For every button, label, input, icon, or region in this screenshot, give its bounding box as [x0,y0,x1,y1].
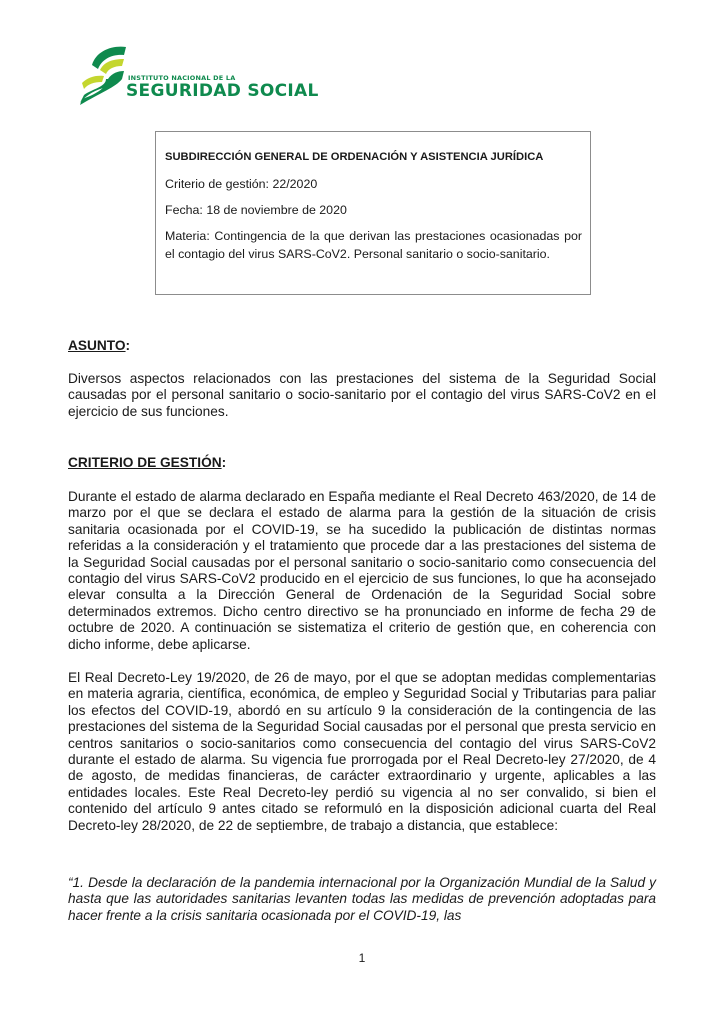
page-number: 1 [358,951,366,965]
institution-logo [78,43,319,105]
document-info-box [155,131,591,295]
subdireccion-title: SUBDIRECCIÓN GENERAL DE ORDENACIÓN Y ASISTENCIA JURÍDICA [165,151,544,163]
asunto-heading [68,338,130,353]
criterio-paragraph-2: El Real Decreto-Ley 19/2020, de 26 de mayo, por el que se adoptan medidas complementarias en materia agraria, científica, económica, de empleo y Seguridad Social y Tributarias para paliar los efectos del COVID-19, abordó en su artículo 9 la consideración de la contingencia de las prestaciones del sistema de la Seguridad Social causadas por el personal que presta servicio en centros sanitarios o socio-sanitarios como consecuencia del contagio del virus SARS-CoV2 durante el estado de alarma. Su vigencia fue prorrogada por el Real Decreto-ley 27/2020, de 4 de agosto, de medidas financieras, de carácter extraordinario y urgente, aplicables a las entidades locales. Este Real Decreto-ley perdió su vigencia al no ser convalido, si bien el contenido del artículo 9 antes citado se reformuló en la disposición adicional cuarta del Real Decreto-ley 28/2020, de 22 de septiembre, de trabajo a distancia, que establece: [68,670,656,833]
criterio-number: Criterio de gestión: 22/2020 [165,177,318,191]
criterio-paragraph-1: Durante el estado de alarma declarado en España mediante el Real Decreto 463/2020, de 14 de marzo por el que se declara el estado de alarma para la gestión de la situación de crisis sanitaria ocasionada por el COVID-19, se ha sucedido la publicación de distintas normas referidas a la consideración y el tratamiento que procede dar a las prestaciones del sistema de la Seguridad Social causadas por el personal sanitario o socio-sanitario como consecuencia del contagio del virus SARS-CoV2 producido en el ejercicio de sus funciones, lo que ha aconsejado elevar consulta a la Dirección General de Ordenación de la Seguridad Social sobre determinados extremos. Dicho centro directivo se ha pronunciado en informe de fecha 29 de octubre de 2020. A continuación se sistematiza el criterio de gestión que, en coherencia con dicho informe, debe aplicarse. [68,489,656,652]
asunto-paragraph: Diversos aspectos relacionados con las prestaciones del sistema de la Seguridad Social causadas por el personal sanitario o socio-sanitario por el contagio del virus SARS-CoV2 en el ejercicio de sus funciones. [68,371,656,419]
logo-institute-label: INSTITUTO NACIONAL DE LA [128,74,236,82]
criterio-heading-text: CRITERIO DE GESTIÓN [68,455,222,470]
asunto-heading-colon: : [125,338,131,353]
asunto-heading-text: ASUNTO [68,338,126,353]
document-date: Fecha: 18 de noviembre de 2020 [165,203,347,217]
criterio-heading-colon: : [221,455,227,470]
legal-quote: “1. Desde la declaración de la pandemia internacional por la Organización Mundial de la Salud y hasta que las autoridades sanitarias levanten todas las medidas de prevención adoptadas para hacer frente a la crisis sanitaria ocasionada por el COVID-19, las [68,875,656,923]
logo-seguridad-social-label: SEGURIDAD SOCIAL [126,81,319,101]
document-subject: Materia: Contingencia de la que derivan las prestaciones ocasionadas por el contagio del virus SARS-CoV2. Personal sanitario o socio-sanitario. [165,229,582,261]
seguridad-social-s-logo-icon [78,43,128,105]
criterio-heading [68,455,226,470]
